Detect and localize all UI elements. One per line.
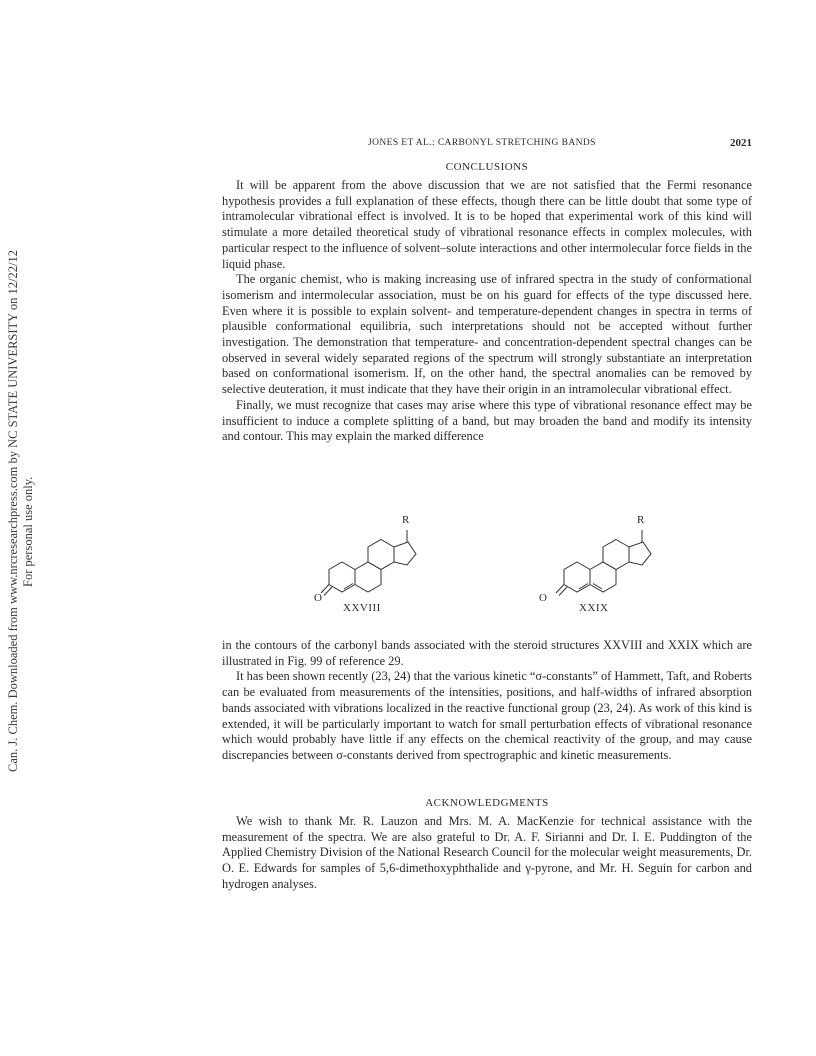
oxygen-label: O bbox=[314, 592, 323, 604]
conclusions-body bbox=[222, 178, 752, 445]
acknowledgments-body bbox=[222, 814, 752, 893]
structure-label-xxviii: XXVIII bbox=[343, 602, 381, 614]
download-notice-line: Can. J. Chem. Downloaded from www.nrcresearchpress.com by NC STATE UNIVERSITY on 12/22/12 bbox=[6, 250, 20, 772]
personal-use-line: For personal use only. bbox=[21, 476, 35, 587]
acknowledgments-heading: ACKNOWLEDGMENTS bbox=[425, 797, 549, 809]
conclusions-paragraph: The organic chemist, who is making increasing use of infrared spectra in the study of conformational isomerism and intermolecular association, must be on his guard for effects of the type discussed here. Even where it is possible to explain solvent- and temperature-dependent changes in spectra in terms of plausible conformational equilibria, such interpretations should not be accepted without further investigation. The demonstration that temperature- and concentration-dependent spectral changes can be observed in several widely separated regions of the spectrum will strongly substantiate an interpretation based on conformational isomerism. If, on the other hand, the spectral anomalies can be removed by selective deuteration, it must indicate that they have their origin in an intramolecular vibrational effect. bbox=[222, 272, 752, 397]
structure-label-xxix: XXIX bbox=[579, 602, 609, 614]
running-title: JONES ET AL.: CARBONYL STRETCHING BANDS bbox=[368, 138, 596, 148]
conclusions-paragraph: Finally, we must recognize that cases may arise where this type of vibrational resonance effect may be insufficient to induce a complete splitting of a band, but may broaden the band and modify its intensity and contour. This may explain the marked difference bbox=[222, 397, 752, 444]
conclusions-heading: CONCLUSIONS bbox=[445, 161, 529, 173]
substituent-r-label: R bbox=[402, 514, 410, 526]
structure-xxviii bbox=[321, 530, 416, 596]
continuation-paragraph: It has been shown recently (23, 24) that the various kinetic “σ-constants” of Hammett, Taft, and Roberts can be evaluated from measurements of the intensities, positions, and half-widths of infrared absorption bands associated with vibrations localized in the reactive functional group (23, 24). As work of this kind is extended, it will be particularly important to watch for small perturbation effects of vibrational resonance which would probably have little if any effects on the chemical reactivity of the group, and may cause discrepancies between σ-constants derived from spectrographic and kinetic measurements. bbox=[222, 669, 752, 762]
structure-xxix bbox=[556, 530, 651, 596]
continuation-paragraph: in the contours of the carbonyl bands associated with the steroid structures XXVIII and XXIX which are illustrated in Fig. 99 of reference 29. bbox=[222, 638, 752, 668]
substituent-r-label: R bbox=[637, 514, 645, 526]
conclusions-paragraph: It will be apparent from the above discussion that we are not satisfied that the Fermi resonance hypothesis provides a full explanation of these effects, though there can be little doubt that some type of intramolecular vibrational effect is involved. It is to be hoped that experimental work of this kind will stimulate a more detailed theoretical study of vibrational resonance effects in complex molecules, with particular respect to the influence of solvent–solute interactions and other intermolecular force fields in the liquid phase. bbox=[222, 178, 752, 271]
steroid-structures-figure bbox=[222, 512, 752, 624]
oxygen-label: O bbox=[539, 592, 548, 604]
continuation-body bbox=[222, 638, 752, 764]
acknowledgments-paragraph: We wish to thank Mr. R. Lauzon and Mrs. M. A. MacKenzie for technical assistance with the measurement of the spectra. We are also grateful to Dr. A. F. Sirianni and Dr. I. E. Puddington of the Applied Chemistry Division of the National Research Council for the molecular weight measurements, Dr. O. E. Edwards for samples of 5,6-dimethoxyphthalide and γ-pyrone, and Mr. H. Seguin for carbon and hydrogen analyses. bbox=[222, 814, 752, 891]
running-head bbox=[222, 137, 752, 153]
page-number: 2021 bbox=[730, 137, 752, 149]
download-notice bbox=[4, 232, 34, 772]
steroid-structures-drawing bbox=[222, 512, 752, 624]
